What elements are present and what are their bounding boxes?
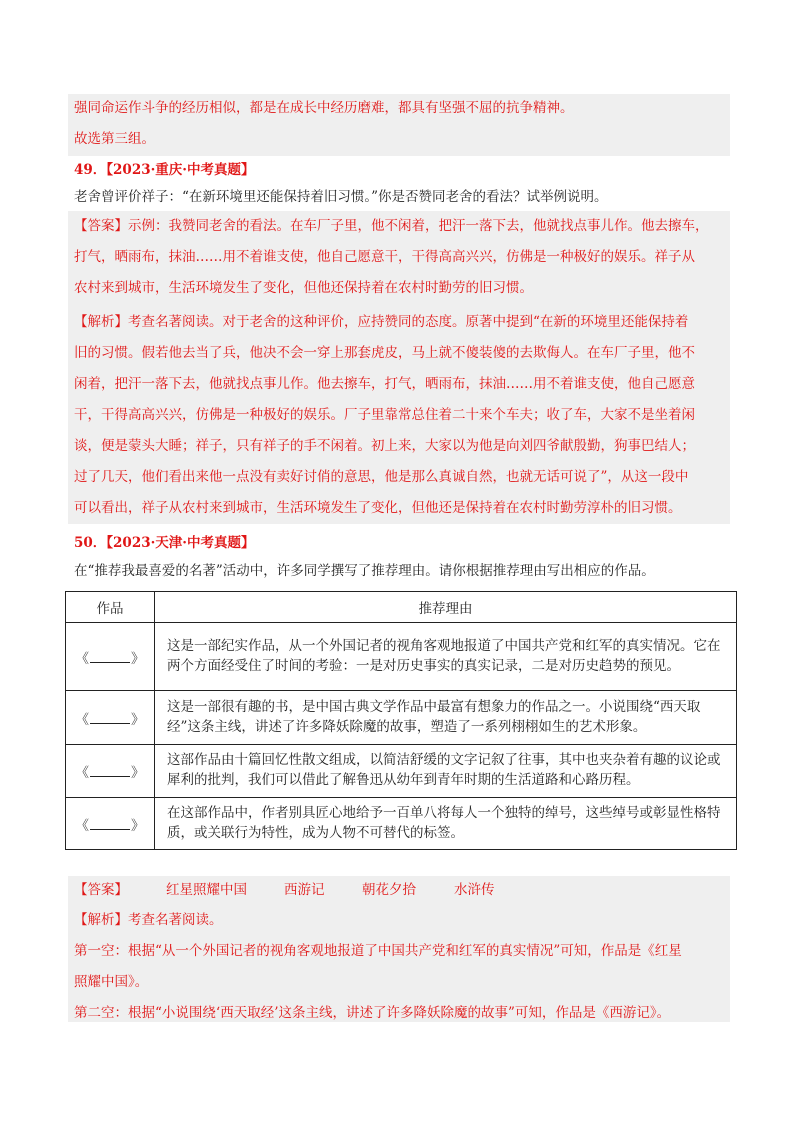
q50-analysis-label: 【解析】考查名著阅读。: [74, 912, 223, 928]
table-row: [66, 623, 737, 691]
table-header-row: [66, 592, 737, 623]
q50-analysis-line-1: 第一空：根据“从一个外国记者的视角客观地报道了中国共产党和红军的真实情况”可知，作品是《红星: [74, 943, 682, 959]
q50-analysis-line-2: 照耀中国》。: [74, 974, 149, 990]
q49-question: 老舍曾评价祥子：“在新环境里还能保持着旧习惯。”你是否赞同老舍的看法？试举例说明。: [74, 189, 608, 205]
recommendation-table: [65, 591, 737, 850]
answer-4: 水浒传: [454, 882, 495, 898]
q49-answer-line-3: 农村来到城市，生活环境发生了变化，但他还保持着在农村时勤劳的旧习惯。: [74, 280, 533, 296]
col-header-work: 作品: [66, 592, 155, 623]
q49-analysis-line-6: 过了几天，他们看出来他一点没有卖好讨俏的意思，他是那么真诚自然，也就无话可说了”，从这一段中: [74, 469, 689, 485]
q49-analysis-line-7: 可以看出，祥子从农村来到城市，生活环境发生了变化，但他还是保持着在农村时勤劳淳朴的旧习惯。: [74, 500, 682, 516]
q49-answer-line-1: 【答案】示例：我赞同老舍的看法。在车厂子里，他不闲着，把汗一落下去，他就找点事儿作。他去擦车，: [74, 218, 709, 234]
q49-analysis-line-1: 【解析】考查名著阅读。对于老舍的这种评价，应持赞同的态度。原著中提到“在新的环境里还能保持着: [74, 314, 689, 330]
col-header-reason: 推荐理由: [155, 592, 737, 623]
answer-blank: [90, 650, 130, 663]
work-blank-cell: 《 》: [66, 691, 155, 745]
answer-blank: [90, 817, 130, 830]
q49-analysis-line-3: 闲着，把汗一落下去，他就找点事儿作。他去擦车，打气，晒雨布，抹油……用不着谁支使，他自己愿意: [74, 376, 695, 392]
answer-2: 西游记: [284, 882, 325, 898]
prev-answer-line: 强同命运作斗争的经历相似，都是在成长中经历磨难，都具有坚强不屈的抗争精神。: [74, 100, 574, 116]
answer-label: 【答案】: [74, 882, 128, 898]
q50-header: 50．【2023·天津·中考真题】: [74, 535, 255, 551]
work-blank-cell: 《 》: [66, 798, 155, 850]
reason-cell: 这是一部纪实作品，从一个外国记者的视角客观地报道了中国共产党和红军的真实情况。它在两个方面经受住了时间的考验：一是对历史事实的真实记录，二是对历史趋势的预见。: [155, 623, 737, 691]
answer-blank: [90, 764, 130, 777]
reason-cell: 这部作品由十篇回忆性散文组成，以简洁舒缓的文字记叙了往事，其中也夹杂着有趣的议论或犀利的批判，我们可以借此了解鲁迅从幼年到青年时期的生活道路和心路历程。: [155, 745, 737, 798]
answer-blank: [90, 711, 130, 724]
table-row: [66, 691, 737, 745]
prev-answer-conclusion: 故选第三组。: [74, 131, 155, 147]
q49-analysis-line-5: 谈，便是蒙头大睡；祥子，只有祥子的手不闲着。初上来，大家以为他是向刘四爷献殷勤，狗事巴结人；: [74, 438, 695, 454]
q49-analysis-line-2: 旧的习惯。假若他去当了兵，他决不会一穿上那套虎皮，马上就不傻装傻的去欺侮人。在车厂子里，他不: [74, 345, 695, 361]
q50-answer-line: [74, 880, 495, 900]
work-blank-cell: 《 》: [66, 623, 155, 691]
table-row: [66, 745, 737, 798]
q49-header: 49．【2023·重庆·中考真题】: [74, 162, 255, 178]
work-blank-cell: 《 》: [66, 745, 155, 798]
q49-analysis-line-4: 干，干得高高兴兴，仿佛是一种极好的娱乐。厂子里靠常总住着二十来个车夫；收了车，大家不是坐着闲: [74, 407, 695, 423]
reason-cell: 这是一部很有趣的书，是中国古典文学作品中最富有想象力的作品之一。小说围绕“西天取经”这条主线，讲述了许多降妖除魔的故事，塑造了一系列栩栩如生的艺术形象。: [155, 691, 737, 745]
q49-answer-line-2: 打气，晒雨布，抹油……用不着谁支使，他自己愿意干，干得高高兴兴，仿佛是一种极好的娱乐。祥子从: [74, 249, 695, 265]
reason-cell: 在这部作品中，作者别具匠心地给予一百单八将每人一个独特的绰号，这些绰号或彰显性格特质，或关联行为特性，成为人物不可替代的标签。: [155, 798, 737, 850]
answer-3: 朝花夕拾: [362, 882, 416, 898]
q50-analysis-line-3: 第二空：根据“小说围绕‘西天取经’这条主线，讲述了许多降妖除魔的故事”可知，作品是《西游记》。: [74, 1005, 671, 1021]
answer-1: 红星照耀中国: [166, 882, 247, 898]
table-row: [66, 798, 737, 850]
q50-question: 在“推荐我最喜爱的名著”活动中，许多同学撰写了推荐理由。请你根据推荐理由写出相应的作品。: [74, 563, 655, 579]
